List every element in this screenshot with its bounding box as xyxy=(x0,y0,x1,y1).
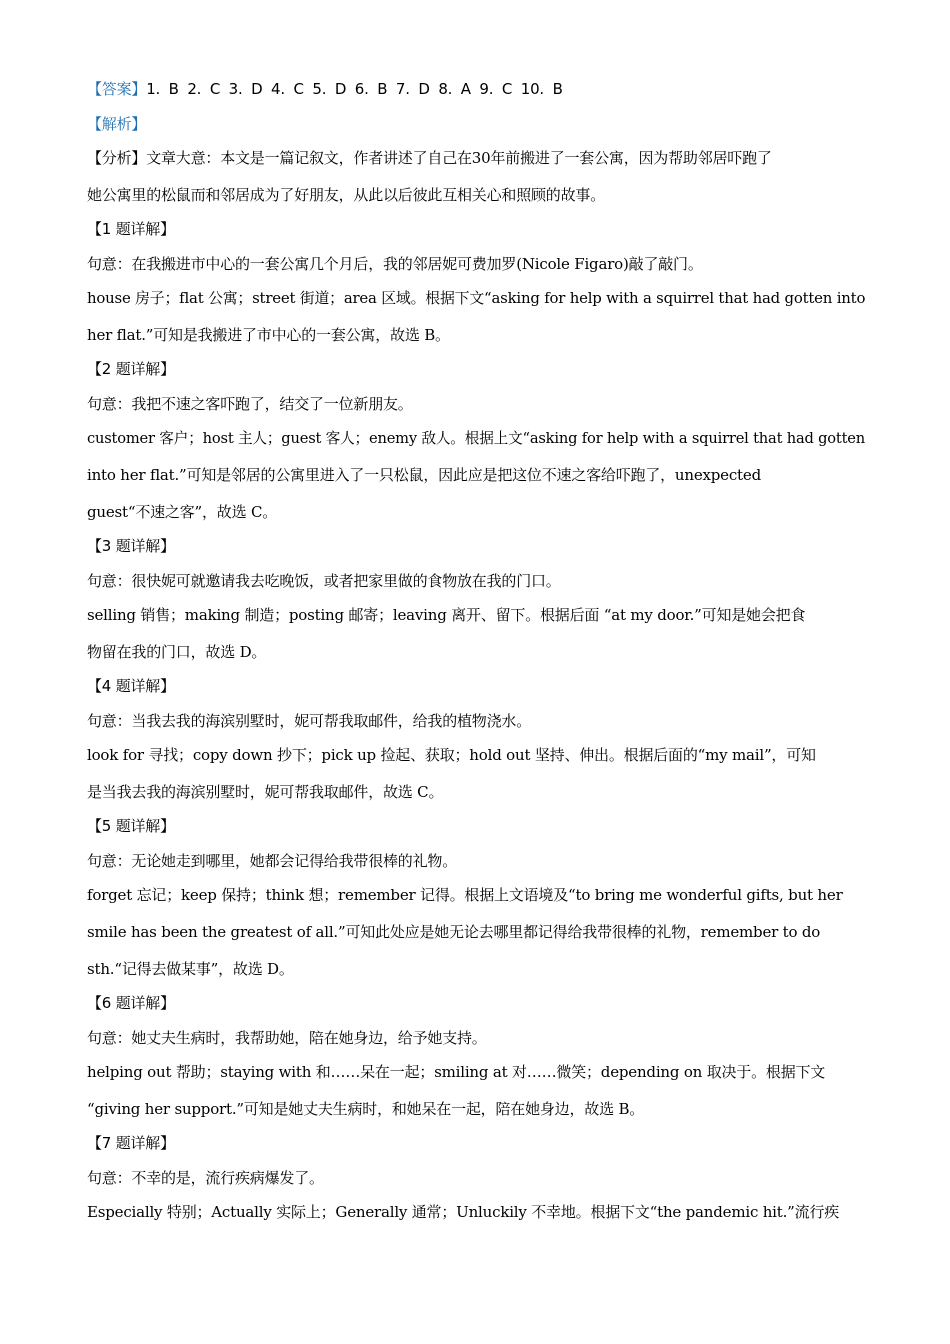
q1-sentence: 句意：在我搬进市中心的一套公寓几个月后，我的邻居妮可费加罗(Nicole Figaro)敲了敲门。 xyxy=(87,255,703,273)
q3-heading: 【3 题详解】 xyxy=(87,537,175,555)
q4-explain-line-1: look for 寻找；copy down 抄下；pick up 捡起、获取；hold out 坚持、伸出。根据后面的“my mail”，可知 xyxy=(87,746,816,764)
q5-explain-line-1: forget 忘记；keep 保持；think 想；remember 记得。根据上文语境及“to bring me wonderful gifts, but her xyxy=(87,886,843,904)
answer-key: 1. B 2. C 3. D 4. C 5. D 6. B 7. D 8. A 9. C 10. B xyxy=(146,80,563,98)
q7-heading: 【7 题详解】 xyxy=(87,1134,175,1152)
summary-line-1: 【分析】文章大意：本文是一篇记叙文，作者讲述了自己在30年前搬进了一套公寓，因为帮助邻居吓跑了 xyxy=(87,149,772,167)
q6-explain-line-1: helping out 帮助；staying with 和……呆在一起；smiling at 对……微笑；depending on 取决于。根据下文 xyxy=(87,1063,826,1081)
q6-explain-line-2: “giving her support.”可知是她丈夫生病时，和她呆在一起，陪在她身边，故选 B。 xyxy=(87,1100,645,1118)
q1-explain-line-1: house 房子；flat 公寓；street 街道；area 区域。根据下文“asking for help with a squirrel that had gotten into xyxy=(87,289,866,307)
q7-sentence: 句意：不幸的是，流行疾病爆发了。 xyxy=(87,1169,324,1187)
q5-explain-line-3: sth.“记得去做某事”，故选 D。 xyxy=(87,960,294,978)
q2-explain-line-3: guest“不速之客”，故选 C。 xyxy=(87,503,278,521)
q5-heading: 【5 题详解】 xyxy=(87,817,175,835)
q6-sentence: 句意：她丈夫生病时，我帮助她，陪在她身边，给予她支持。 xyxy=(87,1029,487,1047)
q2-explain-line-2: into her flat.”可知是邻居的公寓里进入了一只松鼠，因此应是把这位不速之客给吓跑了，unexpected xyxy=(87,466,761,484)
q5-sentence: 句意：无论她走到哪里，她都会记得给我带很棒的礼物。 xyxy=(87,852,458,870)
q3-explain-line-1: selling 销售；making 制造；posting 邮寄；leaving 离开、留下。根据后面 “at my door.”可知是她会把食 xyxy=(87,606,806,624)
q3-explain-line-2: 物留在我的门口，故选 D。 xyxy=(87,643,267,661)
q1-heading: 【1 题详解】 xyxy=(87,220,175,238)
q5-explain-line-2: smile has been the greatest of all.”可知此处应是她无论去哪里都记得给我带很棒的礼物，remember to do xyxy=(87,923,821,941)
q6-heading: 【6 题详解】 xyxy=(87,994,175,1012)
q2-heading: 【2 题详解】 xyxy=(87,360,175,378)
q2-sentence: 句意：我把不速之客吓跑了，结交了一位新朋友。 xyxy=(87,395,413,413)
q2-explain-line-1: customer 客户；host 主人；guest 客人；enemy 敌人。根据上文“asking for help with a squirrel that had gotten xyxy=(87,429,866,447)
q4-heading: 【4 题详解】 xyxy=(87,677,175,695)
q7-explain-line-1: Especially 特别；Actually 实际上；Generally 通常；Unluckily 不幸地。根据下文“the pandemic hit.”流行疾 xyxy=(87,1203,840,1221)
q1-explain-line-2: her flat.”可知是我搬进了市中心的一套公寓，故选 B。 xyxy=(87,326,450,344)
answer-tag: 【答案】 xyxy=(87,80,147,98)
q3-sentence: 句意：很快妮可就邀请我去吃晚饭，或者把家里做的食物放在我的门口。 xyxy=(87,572,561,590)
q4-sentence: 句意：当我去我的海滨别墅时，妮可帮我取邮件，给我的植物浇水。 xyxy=(87,712,532,730)
q4-explain-line-2: 是当我去我的海滨别墅时，妮可帮我取邮件，故选 C。 xyxy=(87,783,444,801)
summary-line-2: 她公寓里的松鼠而和邻居成为了好朋友，从此以后彼此互相关心和照顾的故事。 xyxy=(87,186,606,204)
analysis-tag: 【解析】 xyxy=(87,115,147,133)
answer-line xyxy=(87,79,563,99)
